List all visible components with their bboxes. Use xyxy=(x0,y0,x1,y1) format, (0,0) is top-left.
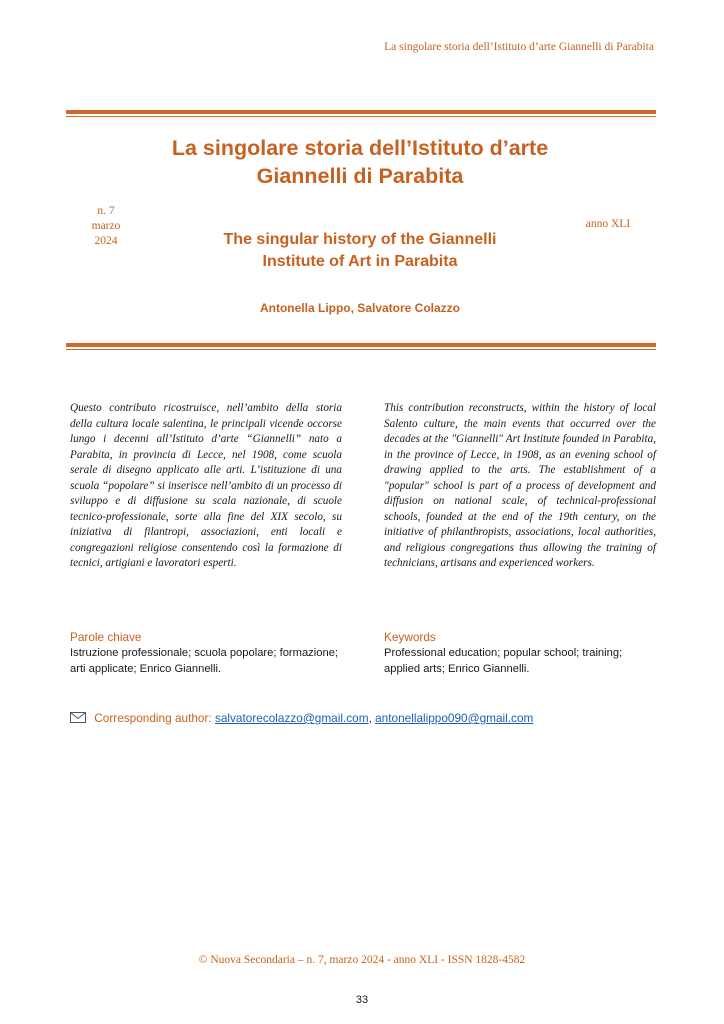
email-separator: , xyxy=(368,711,372,725)
authors: Antonella Lippo, Salvatore Colazzo xyxy=(259,301,461,315)
keywords-italian-text: Istruzione professionale; scuola popolare; formazione; arti applicate; Enrico Giannelli. xyxy=(70,647,339,675)
email-link-lippo[interactable]: antonellalippo090@gmail.com xyxy=(375,711,534,725)
corresponding-author-label: Corresponding author: xyxy=(94,711,212,725)
issue-month: marzo xyxy=(91,220,121,232)
corresponding-author xyxy=(70,711,650,726)
top-rule xyxy=(66,110,656,117)
bottom-rule xyxy=(66,343,656,350)
issue-number: n. 7 xyxy=(97,205,115,217)
keywords-english xyxy=(384,630,656,677)
keywords-english-text: Professional education; popular school; training; applied arts; Enrico Giannelli. xyxy=(384,647,623,675)
keywords-italian xyxy=(70,630,342,677)
title-italian-line-2: Giannelli di Parabita xyxy=(256,164,464,188)
running-head: La singolare storia dell’Istituto d’arte Giannelli di Parabita xyxy=(384,41,654,53)
abstract-italian: Questo contributo ricostruisce, nell’ambito della storia della cultura locale salentina, le principali vicende occorse lungo i decenni all’Istituto d’arte “Giannelli” nato a Parabita, in provincia di Lecce, nel 1908, come scuola serale di disegno applicato alle arti. L’istituzione di una scuola “popolare” si inserisce nell’ambito di un processo di sviluppo e di diffusione su scala nazionale, di scuole tecnico-professionale, sorte alla fine del XIX secolo, su iniziativa di filantropi, associazioni, enti locali e congregazioni religiose consentendo così la formazione di tecnici, artigiani e lavoratori esperti. xyxy=(70,402,342,569)
issue-info xyxy=(78,204,134,249)
abstract-english: This contribution reconstructs, within the history of local Salento culture, the main events that occurred over the decades at the "Giannelli" Art Institute founded in Parabita, in the province of Lecce, in 1908, as an evening school of drawing applied to the arts. The establishment of a "popular" school is part of a process of development and diffusion on national scale, of technical-professional schools, founded at the end of the 19th century, on the initiative of philanthropists, associations, local authorities, and religious congregations thus allowing the training of technicians, artisans and experienced workers. xyxy=(384,402,656,569)
issue-year: 2024 xyxy=(94,235,118,247)
footer-citation: © Nuova Secondaria – n. 7, marzo 2024 - anno XLI - ISSN 1828-4582 xyxy=(198,954,526,966)
title-italian xyxy=(100,134,620,190)
title-english xyxy=(160,229,560,273)
keywords-italian-title: Parole chiave xyxy=(70,630,142,644)
page-number: 33 xyxy=(355,994,369,1006)
email-link-colazzo[interactable]: salvatorecolazzo@gmail.com xyxy=(214,711,369,725)
title-italian-line-1: La singolare storia dell’Istituto d’arte xyxy=(171,136,549,160)
volume-label: anno XLI xyxy=(585,218,631,230)
title-english-line-2: Institute of Art in Parabita xyxy=(262,253,458,270)
title-english-line-1: The singular history of the Giannelli xyxy=(223,231,497,248)
keywords-english-title: Keywords xyxy=(384,630,436,644)
mail-icon xyxy=(70,712,86,726)
